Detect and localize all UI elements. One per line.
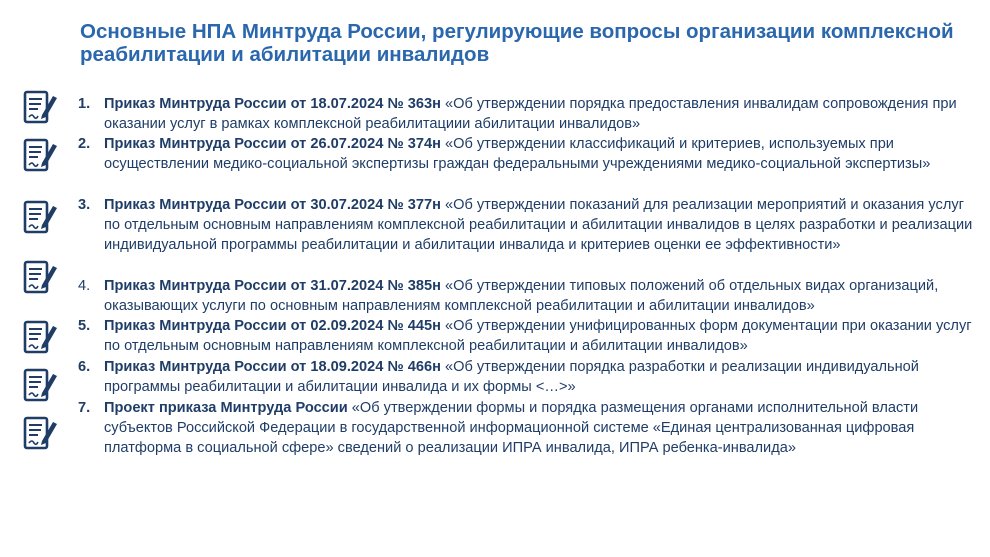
item-number: 4. xyxy=(78,278,91,294)
order-description: «Об утверждении порядка разработки и реализации индивидуальной программы реабилитации и абилитации инвалида и их формы <…>» xyxy=(104,359,919,395)
order-reference: Приказ Минтруда России от 02.09.2024 № 445н xyxy=(104,318,441,334)
item-number: 7. xyxy=(78,400,91,416)
order-reference: Приказ Минтруда России от 30.07.2024 № 377н xyxy=(104,197,441,213)
document-pen-icon xyxy=(22,198,58,236)
order-reference: Приказ Минтруда России от 18.07.2024 № 363н xyxy=(104,96,441,112)
item-number: 3. xyxy=(78,197,91,213)
list-item xyxy=(78,357,973,397)
order-reference: Приказ Минтруда России от 26.07.2024 № 374н xyxy=(104,136,441,152)
list-item xyxy=(78,94,973,134)
document-pen-icon xyxy=(22,258,58,296)
order-description: «Об утверждении формы и порядка размещения органами исполнительной власти субъектов Российской Федерации в государственной информационной системе «Единая централизованная цифровая платформа в социальной сфере» сведений о реализации ИПРА инвалида, ИПРА ребенка-инвалида» xyxy=(104,400,919,456)
order-description: «Об утверждении типовых положений об отдельных видах организаций, оказывающих услуги по основным направлениям комплексной реабилитации и абилитации инвалидов» xyxy=(104,278,939,314)
list-item xyxy=(78,398,973,458)
order-reference: Приказ Минтруда России от 31.07.2024 № 385н xyxy=(104,278,441,294)
order-description: «Об утверждении порядка предоставления инвалидам сопровождения при оказании услуг в рамках комплексной реабилитациии абилитации инвалидов» xyxy=(104,96,957,132)
list-item xyxy=(78,195,973,255)
item-number: 5. xyxy=(78,318,91,334)
item-number: 6. xyxy=(78,359,91,375)
document-pen-icon xyxy=(22,366,58,404)
document-pen-icon xyxy=(22,88,58,126)
order-description: «Об утверждении унифицированных форм документации при оказании услуг по отдельным основным направлениям комплексной реабилитации и абилитации инвалидов» xyxy=(104,318,972,354)
order-description: «Об утверждении показаний для реализации мероприятий и оказания услуг по отдельным основным направлениям комплексной реабилитации и абилитации инвалидов в целях разработки и реализации индивидуальной программы реабилитации и абилитации инвалида и критериев оценки ее эффективности» xyxy=(104,197,973,253)
order-reference: Проект приказа Минтруда России xyxy=(104,400,348,416)
order-reference: Приказ Минтруда России от 18.09.2024 № 466н xyxy=(104,359,441,375)
list-item xyxy=(78,316,973,356)
document-pen-icon xyxy=(22,136,58,174)
item-number: 2. xyxy=(78,136,91,152)
order-description: «Об утверждении классификаций и критериев, используемых при осуществлении медико-социальной экспертизы граждан федеральными учреждениями медико-социальной экспертизы» xyxy=(104,136,931,172)
document-pen-icon xyxy=(22,318,58,356)
document-pen-icon xyxy=(22,414,58,452)
list-item xyxy=(78,276,973,316)
item-number: 1. xyxy=(78,96,91,112)
list-item xyxy=(78,134,973,174)
slide-title: Основные НПА Минтруда России, регулирующие вопросы организации комплексной реабилитации и абилитации инвалидов xyxy=(80,20,954,66)
